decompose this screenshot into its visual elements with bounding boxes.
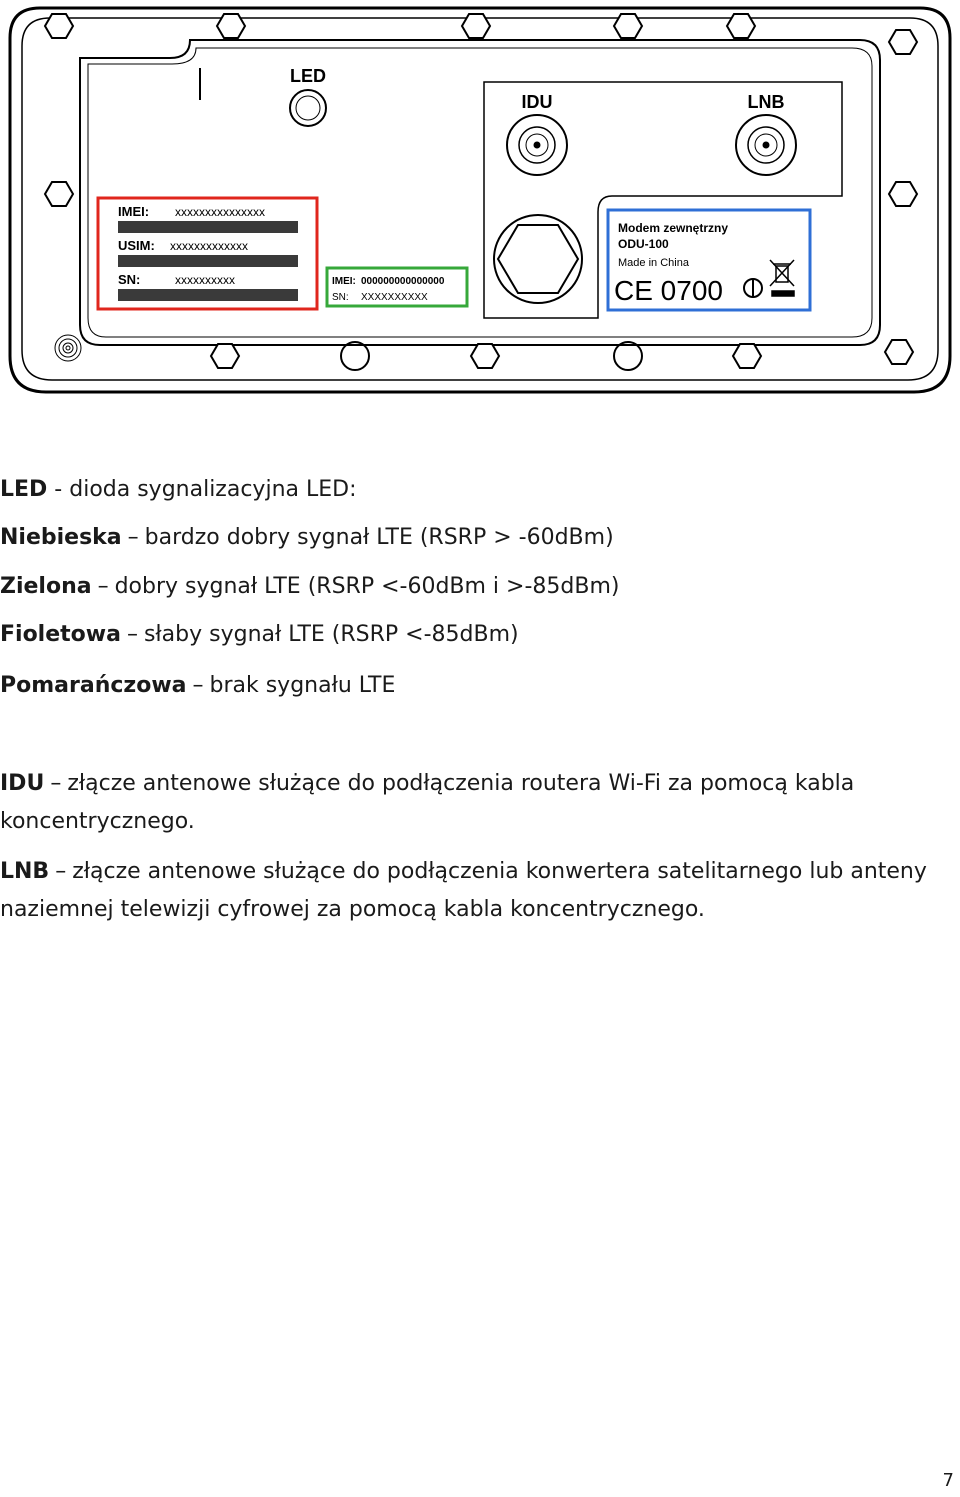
led-item-orange (0, 672, 395, 700)
led-item-desc: brak sygnału LTE (209, 673, 396, 698)
connector-desc: złącze antenowe służące do podłączenia routera Wi-Fi za pomocą kabla koncentrycznego. (0, 771, 855, 834)
ce-mark: CE 0700 (614, 275, 723, 306)
led-item-desc: bardzo dobry sygnał LTE (RSRP > -60dBm) (144, 525, 614, 550)
connector-desc: złącze antenowe służące do podłączenia konwertera satelitarnego lub anteny naziemnej telewizji cyfrowej za pomocą kabla koncentrycznego. (0, 859, 927, 922)
led-item-desc: dobry sygnał LTE (RSRP <-60dBm i >-85dBm) (114, 574, 620, 599)
led-item-color: Fioletowa (0, 622, 121, 647)
blue-line3: Made in China (618, 257, 689, 269)
lnb-label: LNB (747, 92, 785, 112)
device-diagram (0, 0, 960, 400)
dash: – (50, 771, 62, 796)
led-label: LED (290, 66, 326, 86)
dash: – (192, 673, 204, 698)
green-imei-key: IMEI: (332, 276, 356, 287)
red-usim-key: USIM: (118, 238, 155, 253)
blue-line1: Modem zewnętrzny (618, 221, 729, 235)
led-item-color: Zielona (0, 574, 92, 599)
red-imei-value: xxxxxxxxxxxxxxx (175, 205, 265, 219)
green-sn-value: XXXXXXXXXX (361, 292, 428, 303)
led-item-green (0, 573, 619, 601)
connector-lnb-description (0, 853, 950, 929)
dash: – (126, 622, 138, 647)
dash: – (127, 525, 139, 550)
red-imei-key: IMEI: (118, 204, 150, 219)
red-sn-key: SN: (118, 272, 141, 287)
led-item-color: Niebieska (0, 525, 122, 550)
red-usim-value: xxxxxxxxxxxxx (170, 239, 248, 253)
led-heading-text: - dioda sygnalizacyjna LED: (47, 477, 357, 502)
led-heading (0, 476, 357, 504)
connector-idu-description (0, 765, 950, 841)
led-heading-bold: LED (0, 477, 48, 502)
idu-label: IDU (521, 92, 553, 112)
connector-name: LNB (0, 859, 50, 884)
led-item-violet (0, 621, 519, 649)
led-item-desc: słaby sygnał LTE (RSRP <-85dBm) (143, 622, 519, 647)
connector-name: IDU (0, 771, 45, 796)
green-sn-key: SN: (332, 292, 349, 303)
dash: – (97, 574, 109, 599)
dash: – (55, 859, 67, 884)
green-imei-value: 000000000000000 (361, 276, 445, 287)
red-sn-value: xxxxxxxxxx (175, 273, 235, 287)
page-number: 7 (942, 1470, 954, 1491)
led-item-blue (0, 524, 614, 552)
led-item-color: Pomarańczowa (0, 673, 187, 698)
blue-line2: ODU-100 (618, 237, 669, 251)
